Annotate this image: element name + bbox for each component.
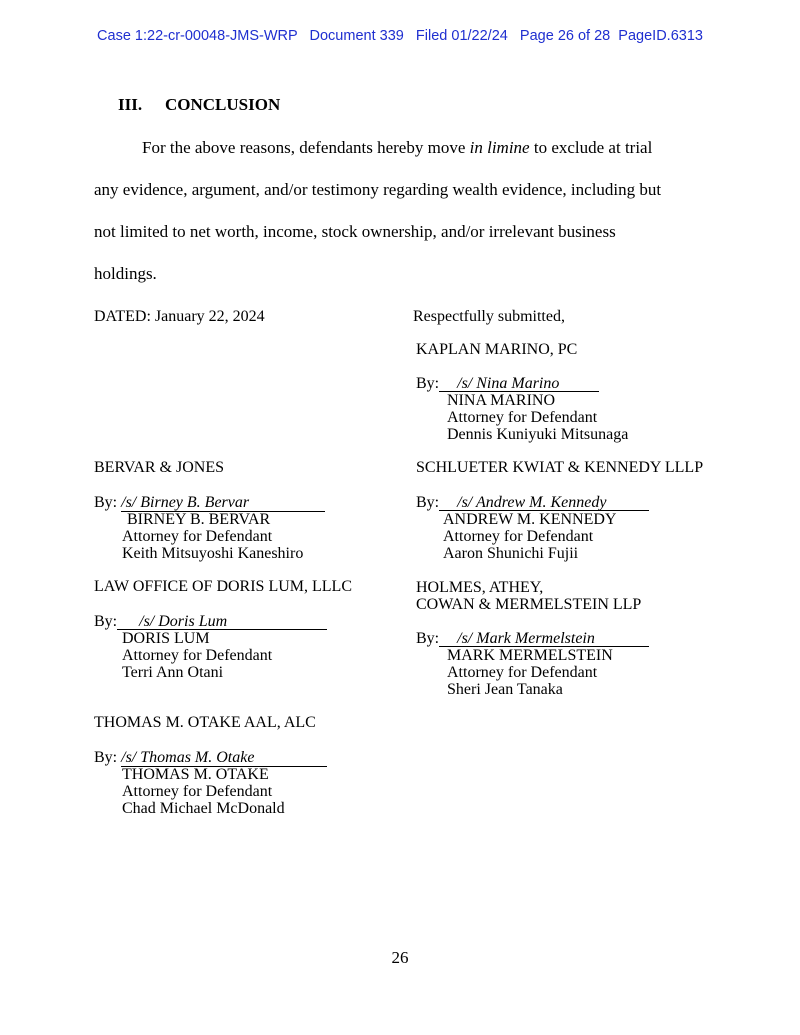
attorney-name-mark-mermelstein: MARK MERMELSTEIN xyxy=(447,647,613,664)
body-line-1-start: For the above reasons, defendants hereby move xyxy=(142,138,470,157)
header-filed-date: Filed 01/22/24 xyxy=(415,28,508,44)
signature-andrew-kennedy: /s/ Andrew M. Kennedy xyxy=(457,494,607,511)
client-name-tanaka: Sheri Jean Tanaka xyxy=(447,681,563,698)
signature-line-otake xyxy=(94,749,327,767)
header-case-number: Case 1:22-cr-00048-JMS-WRP xyxy=(97,28,298,44)
header-document-number: Document 339 xyxy=(309,28,404,44)
by-label: By: xyxy=(94,613,118,630)
client-name-otani: Terri Ann Otani xyxy=(122,664,224,681)
attorney-name-birney-bervar: BIRNEY B. BERVAR xyxy=(127,511,271,528)
dated-line: DATED: January 22, 2024 xyxy=(94,308,265,325)
client-name-fujii: Aaron Shunichi Fujii xyxy=(443,545,579,562)
firm-thomas-otake: THOMAS M. OTAKE AAL, ALC xyxy=(94,714,316,731)
header-page-count: Page 26 of 28 xyxy=(519,28,611,44)
section-number: III. xyxy=(118,95,143,114)
by-label: By: xyxy=(94,749,118,766)
firm-schlueter-kwiat-kennedy: SCHLUETER KWIAT & KENNEDY LLLP xyxy=(416,459,704,476)
attorney-name-andrew-kennedy: ANDREW M. KENNEDY xyxy=(443,511,617,528)
respectfully-submitted: Respectfully submitted, xyxy=(413,308,565,325)
attorney-role-kaplan: Attorney for Defendant xyxy=(447,409,598,426)
signature-line-bervar xyxy=(94,494,325,512)
body-italic-term: in limine xyxy=(469,138,530,157)
firm-bervar-jones: BERVAR & JONES xyxy=(94,459,225,476)
attorney-role-lum: Attorney for Defendant xyxy=(122,647,273,664)
by-label: By: xyxy=(416,494,440,511)
attorney-role-bervar: Attorney for Defendant xyxy=(122,528,273,545)
client-name-kaneshiro: Keith Mitsuyoshi Kaneshiro xyxy=(122,545,304,562)
by-label: By: xyxy=(416,630,440,647)
section-heading xyxy=(118,95,280,115)
attorney-name-nina-marino: NINA MARINO xyxy=(447,392,555,409)
signature-line-kaplan xyxy=(416,375,599,392)
firm-doris-lum: LAW OFFICE OF DORIS LUM, LLLC xyxy=(94,578,352,595)
body-line-3: not limited to net worth, income, stock ownership, and/or irrelevant business xyxy=(94,222,616,241)
firm-holmes-athey-line-1: HOLMES, ATHEY, xyxy=(416,579,544,596)
body-line-4: holdings. xyxy=(94,264,157,283)
section-title: CONCLUSION xyxy=(165,95,281,114)
signature-line-schlueter xyxy=(416,494,649,511)
attorney-role-otake: Attorney for Defendant xyxy=(122,783,273,800)
attorney-name-thomas-otake: THOMAS M. OTAKE xyxy=(122,766,269,783)
attorney-role-holmes: Attorney for Defendant xyxy=(447,664,598,681)
signature-thomas-otake: /s/ Thomas M. Otake xyxy=(121,749,255,766)
header-page-id: PageID.6313 xyxy=(618,28,703,44)
signature-mark-mermelstein: /s/ Mark Mermelstein xyxy=(457,630,595,647)
by-label: By: xyxy=(94,494,118,511)
signature-birney-bervar: /s/ Birney B. Bervar xyxy=(121,494,250,511)
attorney-role-schlueter: Attorney for Defendant xyxy=(443,528,594,545)
body-line-2: any evidence, argument, and/or testimony regarding wealth evidence, including but xyxy=(94,180,662,199)
page-number: 26 xyxy=(391,948,409,967)
client-name-mitsunaga: Dennis Kuniyuki Mitsunaga xyxy=(447,426,629,443)
court-header-stamp xyxy=(0,28,800,44)
attorney-name-doris-lum: DORIS LUM xyxy=(122,630,210,647)
client-name-mcdonald: Chad Michael McDonald xyxy=(122,800,285,817)
signature-doris-lum: /s/ Doris Lum xyxy=(139,613,228,630)
by-label: By: xyxy=(416,375,440,392)
body-line-1-end: to exclude at trial xyxy=(529,138,653,157)
body-line-1 xyxy=(142,138,652,158)
firm-holmes-athey-line-2: COWAN & MERMELSTEIN LLP xyxy=(416,596,642,613)
signature-nina-marino: /s/ Nina Marino xyxy=(457,375,560,392)
firm-kaplan-marino: KAPLAN MARINO, PC xyxy=(416,341,578,358)
signature-line-holmes xyxy=(416,630,649,647)
signature-line-lum xyxy=(94,613,327,630)
